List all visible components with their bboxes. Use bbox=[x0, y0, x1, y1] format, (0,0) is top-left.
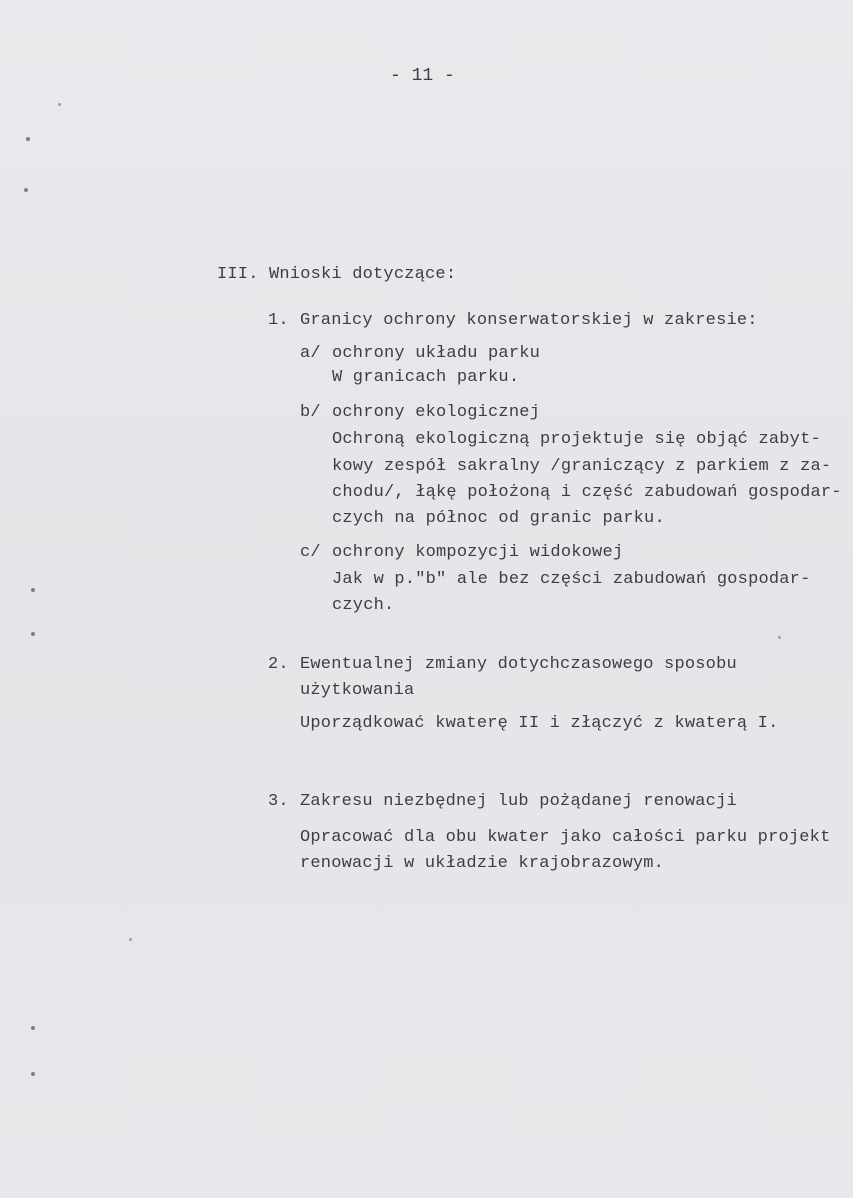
punch-mark bbox=[31, 1026, 35, 1030]
subitem-b-title: ochrony ekologicznej bbox=[332, 403, 541, 422]
item-3-title: Zakresu niezbędnej lub pożądanej renowacji bbox=[300, 792, 737, 811]
section-heading: III. Wnioski dotyczące: bbox=[217, 265, 457, 284]
subitem-a-text: W granicach parku. bbox=[332, 368, 520, 387]
paper-speck bbox=[58, 103, 61, 106]
subitem-c-title: ochrony kompozycji widokowej bbox=[332, 543, 624, 562]
punch-mark bbox=[31, 1072, 35, 1076]
item-1-title: Granicy ochrony konserwatorskiej w zakresie: bbox=[300, 311, 758, 330]
subitem-c-text: Jak w p."b" ale bez części zabudowań gospodar- bbox=[332, 570, 811, 589]
item-2-title: użytkowania bbox=[300, 681, 415, 700]
punch-mark bbox=[31, 588, 35, 592]
subitem-a-label: a/ bbox=[300, 344, 321, 363]
paper-speck bbox=[129, 938, 132, 941]
item-2-title: Ewentualnej zmiany dotychczasowego sposobu bbox=[300, 655, 737, 674]
item-3-text: renowacji w układzie krajobrazowym. bbox=[300, 854, 665, 873]
subitem-b-text: chodu/, łąkę położoną i część zabudowań gospodar- bbox=[332, 483, 842, 502]
subitem-b-text: czych na północ od granic parku. bbox=[332, 509, 665, 528]
punch-mark bbox=[26, 137, 30, 141]
item-3-number: 3. bbox=[268, 792, 289, 811]
subitem-b-text: kowy zespół sakralny /graniczący z parkiem z za- bbox=[332, 457, 832, 476]
page-number: - 11 - bbox=[390, 66, 455, 86]
subitem-b-label: b/ bbox=[300, 403, 321, 422]
subitem-c-label: c/ bbox=[300, 543, 321, 562]
item-2-number: 2. bbox=[268, 655, 289, 674]
punch-mark bbox=[24, 188, 28, 192]
subitem-b-text: Ochroną ekologiczną projektuje się objąć zabyt- bbox=[332, 430, 821, 449]
punch-mark bbox=[31, 632, 35, 636]
subitem-c-text: czych. bbox=[332, 596, 395, 615]
paper-speck bbox=[778, 636, 781, 639]
item-3-text: Opracować dla obu kwater jako całości parku projekt bbox=[300, 828, 831, 847]
subitem-a-title: ochrony układu parku bbox=[332, 344, 541, 363]
item-1-number: 1. bbox=[268, 311, 289, 330]
item-2-text: Uporządkować kwaterę II i złączyć z kwaterą I. bbox=[300, 714, 779, 733]
